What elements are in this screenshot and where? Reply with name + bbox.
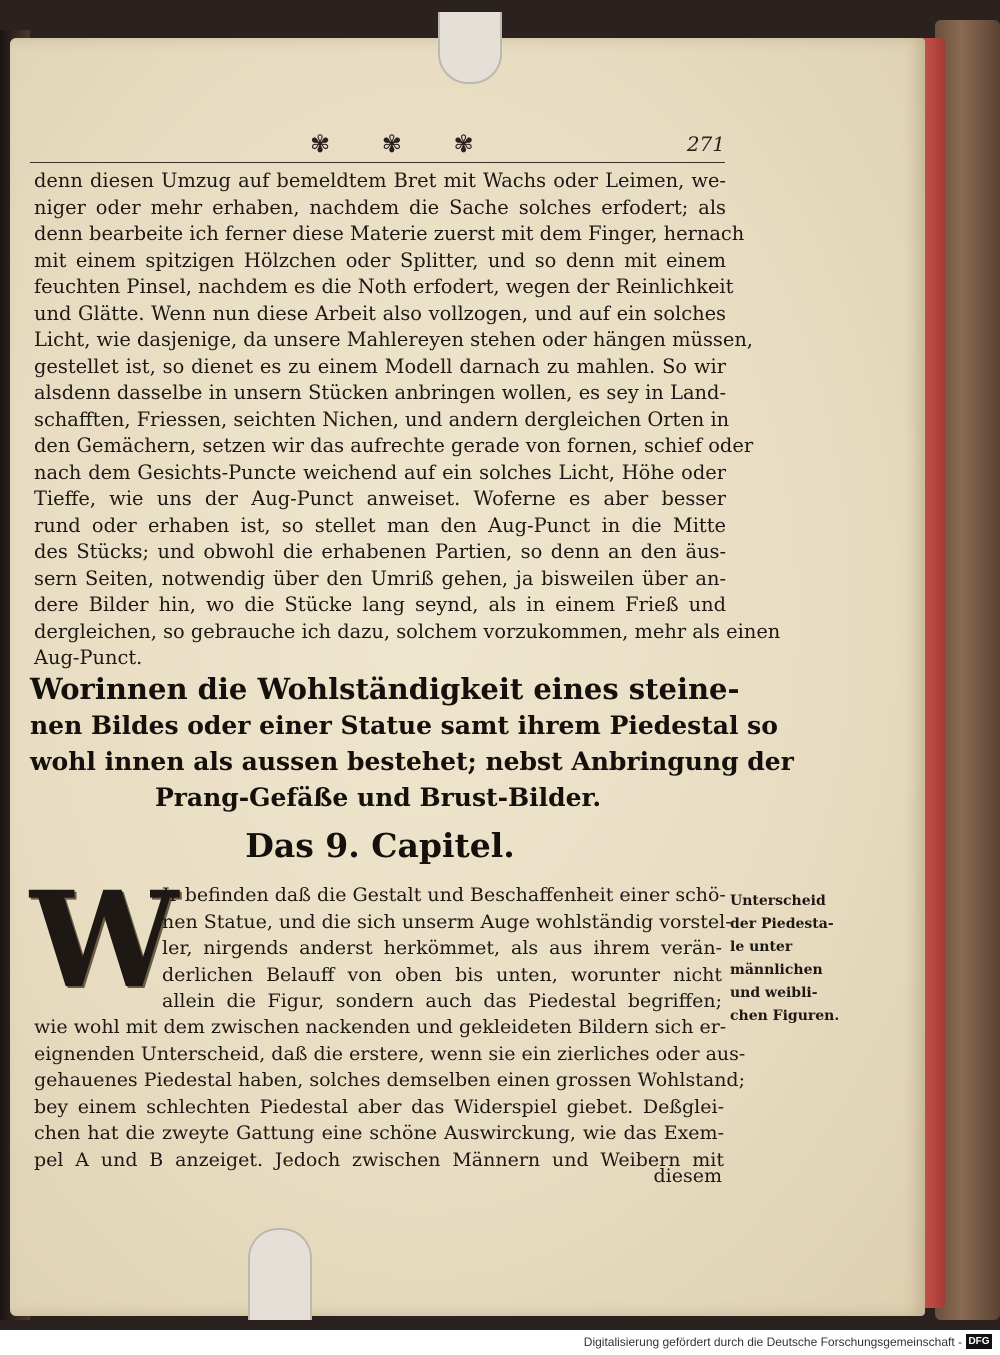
text-line: wie wohl mit dem zwischen nackenden und gekleideten Bildern sich er- [34,1016,727,1038]
text-line: des Stücks; und obwohl die erhabenen Partien, so denn an den äus- [34,540,726,563]
footer-bar [0,1330,1000,1355]
text-line: Aug-Punct. [34,646,143,669]
text-line: allein die Figur, sondern auch das Piedestal begriffen; [162,990,722,1012]
text-line: feuchten Pinsel, nachdem es die Noth erfodert, wegen der Reinlichkeit [34,275,734,298]
heading-line: Worinnen die Wohlständigkeit eines steine- [30,672,740,706]
heading-line: nen Bildes oder einer Statue samt ihrem Piedestal so [30,711,778,740]
text-line: und Glätte. Wenn nun diese Arbeit also vollzogen, und auf ein solches [34,301,726,325]
text-line: sern Seiten, notwendig über den Umriß gehen, ja bisweilen über an- [34,566,726,590]
text-line: denn diesen Umzug auf bemeldtem Bret mit Wachs oder Leimen, we- [34,169,726,192]
heading-line: Prang-Gefäße und Brust-Bilder. [154,783,602,812]
text-line: niger oder mehr erhaben, nachdem die Sache solches erfodert; als [34,195,726,219]
text-line: mit einem spitzigen Hölzchen oder Splitter, und so denn mit einem [34,248,726,272]
text-line: gestellet ist, so dienet es zu einem Modell darnach zu mahlen. So wir [34,354,726,378]
margin-note-line: männlichen [730,962,823,978]
text-line: derlichen Belauff von oben bis unten, worunter nicht [162,963,722,986]
text-line: Jr befinden daß die Gestalt und Beschaffenheit einer schö- [162,884,726,906]
margin-note-line: le unter [730,939,793,955]
funding-credit: Digitalisierung gefördert durch die Deutsche Forschungsgemeinschaft - [583,1335,962,1349]
body-paragraph [34,168,781,672]
text-line: Licht, wie dasjenige, da unsere Mahlereyen stehen oder hängen müssen, [34,328,753,351]
margin-note-line: Unterscheid [730,893,826,909]
text-line: denn bearbeite ich ferner diese Materie zuerst mit dem Finger, hernach [34,222,745,245]
header-rule [30,162,725,163]
margin-note-line: chen Figuren. [730,1008,840,1024]
heading-line: wohl innen als aussen bestehet; nebst Anbringung der [30,747,794,776]
chapter-title: Das 9. Capitel. [245,826,515,865]
text-line: nen Statue, und die sich unserm Auge wohlständig vorstel- [162,910,732,933]
marginal-note [730,890,840,1028]
text-line: alsdenn dasselbe in unsern Stücken anbringen wollen, es sey in Land- [34,381,726,404]
text-line: den Gemächern, setzen wir das aufrechte gerade von fornen, schief oder [34,434,754,457]
text-line: chen hat die zweyte Gattung eine schöne Auswirckung, wie das Exem- [34,1122,724,1144]
text-line: ler, nirgends anderst herkömmet, als aus ihrem verän- [162,937,722,959]
decorated-initial: W [30,863,179,1018]
margin-note-line: der Piedesta- [730,916,834,932]
catchword: diesem [653,1165,722,1187]
text-line: nach dem Gesichts-Puncte weichend auf ein solches Licht, Höhe oder [34,460,726,484]
text-line: pel A und B anzeiget. Jedoch zwischen Männern und Weibern mit [34,1148,724,1171]
text-line: schafften, Friessen, seichten Nichen, und andern dergleichen Orten in [34,407,730,431]
section-heading [30,670,794,816]
header-ornament: ✾ ✾ ✾ [310,130,496,158]
text-line: Tieffe, wie uns der Aug-Punct anweiset. Woferne es aber besser [34,487,726,510]
chapter-paragraph-indented [162,882,732,1015]
running-header [30,130,725,164]
page-number: 271 [686,132,725,156]
margin-note-line: und weibli- [730,985,818,1001]
text-line: rund oder erhaben ist, so stellet man den Aug-Punct in die Mitte [34,513,726,537]
text-line: eignenden Unterscheid, daß die erstere, wenn sie ein zierliches oder aus- [34,1042,746,1065]
page-holder-clip-top [438,12,502,84]
text-line: gehauenes Piedestal haben, solches demselben einen grossen Wohlstand; [34,1069,745,1091]
text-line: dere Bilder hin, wo die Stücke lang seynd, als in einem Frieß und [34,593,726,616]
chapter-paragraph [34,1014,746,1173]
page-holder-clip-bottom [248,1228,312,1320]
text-line: bey einem schlechten Piedestal aber das Widerspiel giebet. Deßglei- [34,1095,724,1118]
dfg-logo: DFG [966,1334,992,1349]
text-line: dergleichen, so gebrauche ich dazu, solchem vorzukommen, mehr als einen [34,619,781,643]
